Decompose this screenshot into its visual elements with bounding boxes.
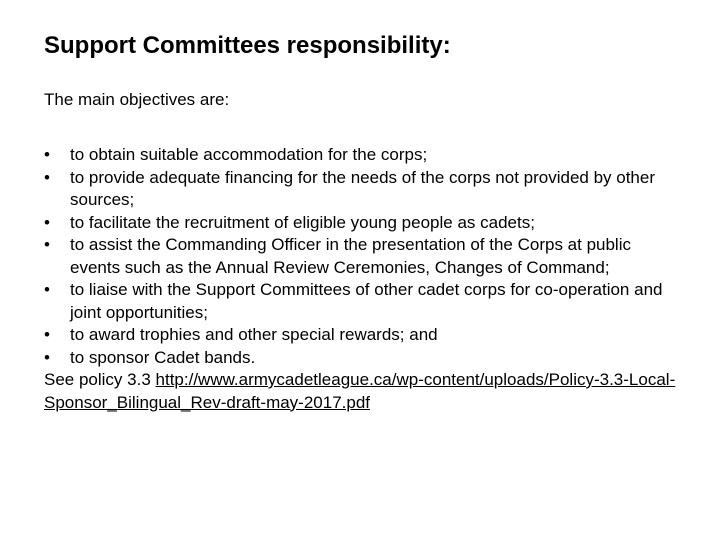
policy-reference bbox=[44, 369, 676, 414]
list-item-text: to facilitate the recruitment of eligible young people as cadets; bbox=[70, 212, 535, 232]
list-item bbox=[44, 212, 676, 235]
bullet-icon: • bbox=[44, 167, 50, 187]
policy-prefix: See policy 3.3 bbox=[44, 370, 156, 389]
list-item-text: to award trophies and other special rewards; and bbox=[70, 325, 438, 344]
list-item-text: to provide adequate financing for the needs of the corps not provided by other sources; bbox=[70, 167, 656, 209]
policy-link[interactable]: http://www.armycadetleague.ca/wp-content/uploads/Policy-3.3-Local-Sponsor_Bilingual_Rev-draft-may-2017.pdf bbox=[44, 370, 676, 412]
bullet-icon: • bbox=[44, 280, 50, 299]
list-item bbox=[44, 144, 676, 167]
objectives-list bbox=[44, 144, 676, 369]
bullet-icon: • bbox=[44, 212, 50, 232]
bullet-icon: • bbox=[44, 235, 50, 254]
list-item bbox=[44, 234, 676, 279]
list-item-text: to liaise with the Support Committees of other cadet corps for co-operation and joint opportunities; bbox=[70, 280, 663, 322]
list-item bbox=[44, 167, 676, 212]
list-item bbox=[44, 324, 676, 347]
intro-text: The main objectives are: bbox=[44, 90, 230, 109]
list-item-text: to assist the Commanding Officer in the presentation of the Corps at public events such as the Annual Review Ceremonies, Changes of Command; bbox=[70, 235, 631, 277]
list-item-text: to obtain suitable accommodation for the corps; bbox=[70, 145, 428, 164]
bullet-icon: • bbox=[44, 347, 50, 367]
bullet-icon: • bbox=[44, 145, 50, 164]
slide-title: Support Committees responsibility: bbox=[44, 32, 451, 59]
slide-content bbox=[44, 144, 676, 414]
list-item bbox=[44, 279, 676, 324]
list-item-text: to sponsor Cadet bands. bbox=[70, 347, 256, 367]
bullet-icon: • bbox=[44, 325, 50, 344]
list-item bbox=[44, 347, 676, 370]
